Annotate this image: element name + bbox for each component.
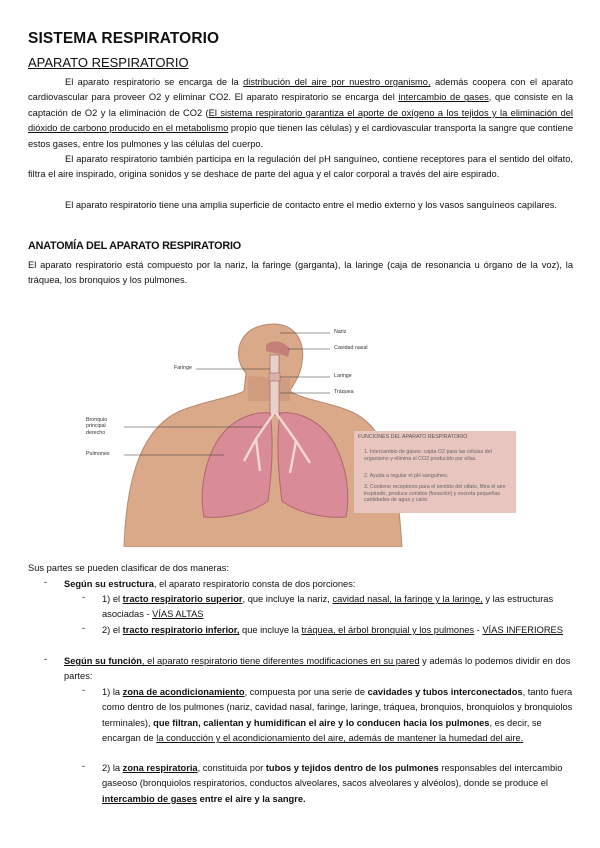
label-bronquio: Bronquio principal derecho (86, 417, 108, 436)
section-title: APARATO RESPIRATORIO (28, 55, 189, 70)
list-function-item-1: 1) la zona de acondicionamiento, compuesta por una serie de cavidades y tubos interconectados, tanto fuera como dentro de los pulmones (nariz, cavidad nasal, faringe, laringe, tráquea, bronquios, bronquiolos y bronquiolos terminales), que filtran, calientan y humidifican el aire y lo conducen hacia los pulmones, es decir, se encargan de la conducción y el acondicionamiento del aire, además de mantener la humedad del aire. (102, 687, 573, 744)
intro-paragraph-1: El aparato respiratorio se encarga de la distribución del aire por nuestro organismo, además coopera con el aparato cardiovascular para proveer O2 y eliminar CO2. El aparato respiratorio se encarga del intercambio de gases, que consiste en la captación de O2 y la eliminación de CO2 (El sistema respiratorio garantiza el aporte de oxígeno a los tejidos y la eliminación del dióxido de carbono producido en el metabolismo propio que tienen las células) y el cardiovascular transporta la sangre que contiene estos gases, entre los pulmones y las células del cuerpo. (28, 77, 574, 149)
label-faringe: Faringe (174, 365, 192, 371)
bullet-dash: - (82, 592, 86, 602)
list-function: Según su función, el aparato respiratorio tiene diferentes modificaciones en su pared y además lo podemos dividir en dos partes: (64, 656, 571, 682)
bullet-dash: - (44, 577, 48, 587)
functions-item-1: 1. Intercambio de gases: capta O2 para las células del organismo y elimina el CO2 producido por ellas. (364, 449, 492, 462)
bullet-dash: - (82, 623, 86, 633)
functions-item-3: 3. Contiene receptores para el sentido del olfato, filtra el aire inspirado, produce sonidos (fonación) y excreta pequeñas cantidades de agua y calor. (364, 484, 506, 504)
list-function-item-2: 2) la zona respiratoria, constituida por tubos y tejidos dentro de los pulmones responsables del intercambio gaseoso (bronquiolos respiratorios, conductos alveolares, sacos alveolares y alvéolos), donde se produce el intercambio de gases entre el aire y la sangre. (102, 763, 563, 804)
list-structure-item-1: 1) el tracto respiratorio superior, que incluye la nariz, cavidad nasal, la faringe y la laringe, y las estructuras asociadas - VÍAS ALTAS (102, 594, 554, 620)
label-nariz: Nariz (334, 329, 347, 335)
intro-paragraph-3: El aparato respiratorio tiene una amplia superficie de contacto entre el medio externo y los vasos sanguíneos capilares. (65, 200, 557, 210)
functions-item-2: 2. Ayuda a regular el pH sanguíneo. (364, 473, 449, 479)
respiratory-anatomy-figure (84, 321, 524, 547)
page-title: SISTEMA RESPIRATORIO (28, 30, 220, 47)
label-laringe: Laringe (334, 373, 352, 379)
bullet-dash: - (82, 761, 86, 771)
intro-paragraph-2: El aparato respiratorio también participa en la regulación del pH sanguíneo, contiene receptores para el sentido del olfato, filtra el aire inspirado, origina sonidos y se deshace de parte del agua y el calor corporal a través del aire espirado. (28, 154, 573, 180)
bullet-dash: - (44, 654, 48, 664)
functions-box-title: FUNCIONES DEL APARATO RESPIRATORIO (358, 434, 468, 440)
list-structure: Según su estructura, el aparato respiratorio consta de dos porciones: (64, 579, 356, 589)
label-cavidad-nasal: Cavidad nasal (334, 345, 368, 351)
list-structure-item-2: 2) el tracto respiratorio inferior, que incluye la tráquea, el árbol bronquial y los pulmones - VÍAS INFERIORES (102, 625, 563, 635)
classify-intro: Sus partes se pueden clasificar de dos maneras: (28, 563, 230, 573)
label-traquea: Tráquea (334, 389, 354, 395)
bullet-dash: - (82, 685, 86, 695)
label-pulmones: Pulmones (86, 451, 110, 457)
anatomy-heading: ANATOMÍA DEL APARATO RESPIRATORIO (28, 240, 241, 252)
anatomy-paragraph: El aparato respiratorio está compuesto por la nariz, la faringe (garganta), la laringe (caja de resonancia u órgano de la voz), la tráquea, los bronquios y los pulmones. (28, 260, 573, 286)
